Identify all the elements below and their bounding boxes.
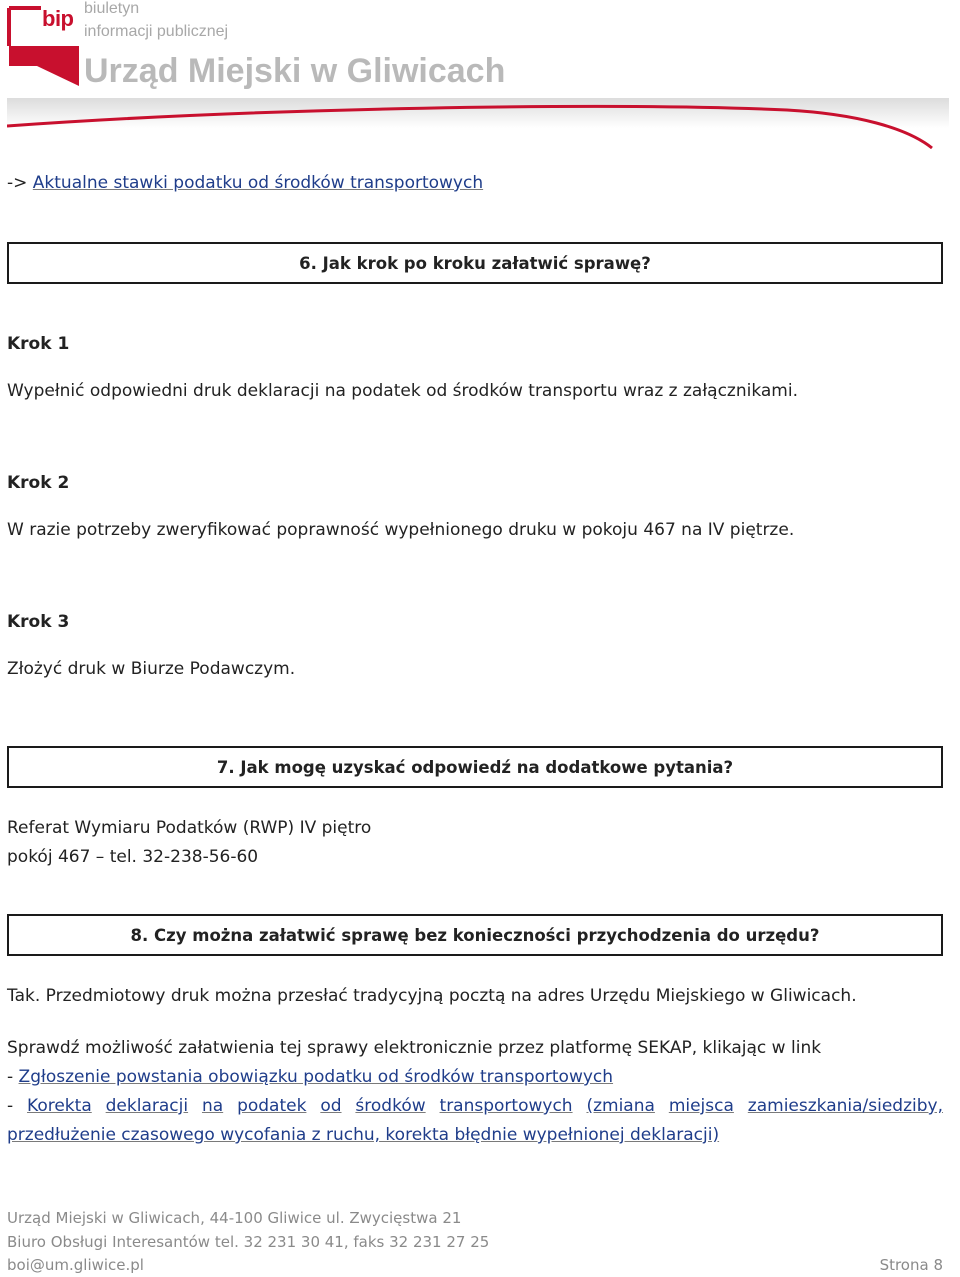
step-2-title: Krok 2 [7, 473, 70, 493]
correction-link-word[interactable]: na [201, 1096, 224, 1116]
step-1-title: Krok 1 [7, 334, 70, 354]
arrow-prefix: -> [7, 173, 28, 193]
section-6-heading: 6. Jak krok po kroku załatwić sprawę? [7, 242, 943, 284]
footer-email[interactable]: boi@um.gliwice.pl [7, 1256, 144, 1274]
step-3-title: Krok 3 [7, 612, 70, 632]
correction-link-continued[interactable]: przedłużenie czasowego wycofania z ruchu, korekta błędnie wypełnionej deklaracji) [7, 1125, 720, 1145]
page-header [0, 0, 960, 150]
correction-link-word[interactable]: podatek [237, 1096, 307, 1116]
bip-logo-text: bip [42, 6, 74, 31]
section-8-heading: 8. Czy można załatwić sprawę bez konieczności przychodzenia do urzędu? [7, 914, 943, 956]
correction-link-word[interactable]: środków [355, 1096, 426, 1116]
step-3-text: Złożyć druk w Biurze Podawczym. [7, 659, 296, 679]
obligation-notice-link[interactable]: Zgłoszenie powstania obowiązku podatku od środków transportowych [18, 1067, 614, 1087]
sekap-link-2-continued [7, 1125, 719, 1145]
correction-link-word[interactable]: zamieszkania/siedziby, [747, 1096, 943, 1116]
step-1-text: Wypełnić odpowiedni druk deklaracji na podatek od środków transportu wraz z załącznikami. [7, 381, 798, 401]
contact-office: Referat Wymiaru Podatków (RWP) IV piętro [7, 818, 372, 838]
answer-text: Tak. Przedmiotowy druk można przesłać tradycyjną pocztą na adres Urzędu Miejskiego w Gliwicach. [7, 986, 857, 1006]
contact-phone: pokój 467 – tel. 32-238-56-60 [7, 847, 259, 867]
section-7-heading: 7. Jak mogę uzyskać odpowiedź na dodatkowe pytania? [7, 746, 943, 788]
tax-rates-link[interactable]: Aktualne stawki podatku od środków transportowych [32, 173, 484, 193]
correction-link-word[interactable]: miejsca [668, 1096, 734, 1116]
footer-bok-phone: Biuro Obsługi Interesantów tel. 32 231 30 41, faks 32 231 27 25 [7, 1233, 490, 1251]
page-number: Strona 8 [879, 1256, 943, 1274]
sekap-link-1-row [7, 1067, 613, 1087]
sekap-intro: Sprawdź możliwość załatwienia tej sprawy elektronicznie przez platformę SEKAP, klikając w link [7, 1038, 822, 1058]
top-link-row [7, 173, 483, 193]
correction-link-word[interactable]: Korekta [27, 1096, 92, 1116]
header-line-2: informacji publicznej [84, 23, 229, 40]
correction-link-word[interactable]: deklaracji [105, 1096, 189, 1116]
dash: - [7, 1096, 14, 1116]
step-2-text: W razie potrzeby zweryfikować poprawność wypełnionego druku w pokoju 467 na IV piętrze. [7, 520, 795, 540]
header-swoosh-decoration [7, 98, 949, 150]
sekap-link-2-row [7, 1096, 943, 1116]
correction-link-word[interactable]: transportowych [439, 1096, 573, 1116]
correction-link-word[interactable]: (zmiana [586, 1096, 655, 1116]
footer-address: Urząd Miejski w Gliwicach, 44-100 Gliwice ul. Zwycięstwa 21 [7, 1209, 462, 1227]
site-title: Urząd Miejski w Gliwicach [84, 52, 506, 90]
header-line-1: biuletyn [84, 0, 140, 17]
dash: - [7, 1067, 14, 1087]
correction-link-word[interactable]: od [320, 1096, 342, 1116]
